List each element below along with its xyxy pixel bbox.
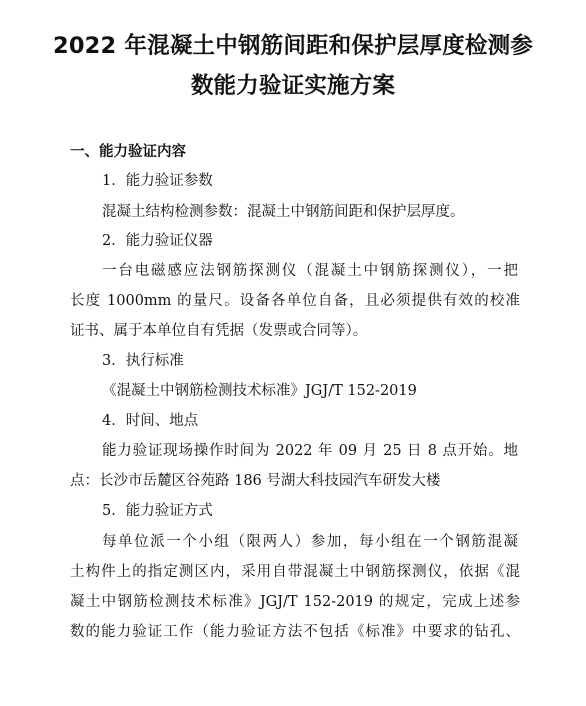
item-5-text-line-1: 每单位派一个小组（限两人）参加，每小组在一个钢筋混凝 — [102, 534, 518, 550]
item-2-text-line-2: 长度 1000mm 的量尺。设备各单位自备，且必须提供有效的校准 — [70, 293, 520, 309]
item-2-text-line-1: 一台电磁感应法钢筋探测仪（混凝土中钢筋探测仪），一把 — [102, 263, 518, 279]
item-4-heading: 4．时间、地点 — [102, 413, 199, 429]
item-2-text-line-3: 证书、属于本单位自有凭据（发票或合同等）。 — [70, 323, 368, 339]
document-title-line-1: 2022 年混凝土中钢筋间距和保护层厚度检测参 — [52, 33, 534, 59]
item-1-text: 混凝土结构检测参数：混凝土中钢筋间距和保护层厚度。 — [102, 204, 465, 220]
item-5-text-line-3: 凝土中钢筋检测技术标准》JGJ/T 152-2019 的规定，完成上述参 — [70, 594, 520, 610]
item-3-heading: 3．执行标准 — [102, 353, 184, 369]
document-title-line-2: 数能力验证实施方案 — [190, 73, 396, 99]
item-4-text-line-1: 能力验证现场操作时间为 2022 年 09 月 25 日 8 点开始。地 — [102, 443, 518, 459]
item-5-text-line-2: 土构件上的指定测区内，采用自带混凝土中钢筋探测仪，依据《混 — [70, 564, 520, 580]
item-3-text: 《混凝土中钢筋检测技术标准》JGJ/T 152-2019 — [102, 383, 417, 399]
item-1-heading: 1．能力验证参数 — [102, 173, 213, 189]
item-5-text-line-4: 数的能力验证工作（能力验证方法不包括《标准》中要求的钻孔、 — [70, 624, 520, 640]
item-5-heading: 5．能力验证方式 — [102, 503, 213, 519]
item-4-text-line-2: 点：长沙市岳麓区谷苑路 186 号湖大科技园汽车研发大楼 — [70, 473, 441, 489]
section-heading-capability-content: 一、能力验证内容 — [70, 144, 186, 160]
item-2-heading: 2．能力验证仪器 — [102, 233, 213, 249]
